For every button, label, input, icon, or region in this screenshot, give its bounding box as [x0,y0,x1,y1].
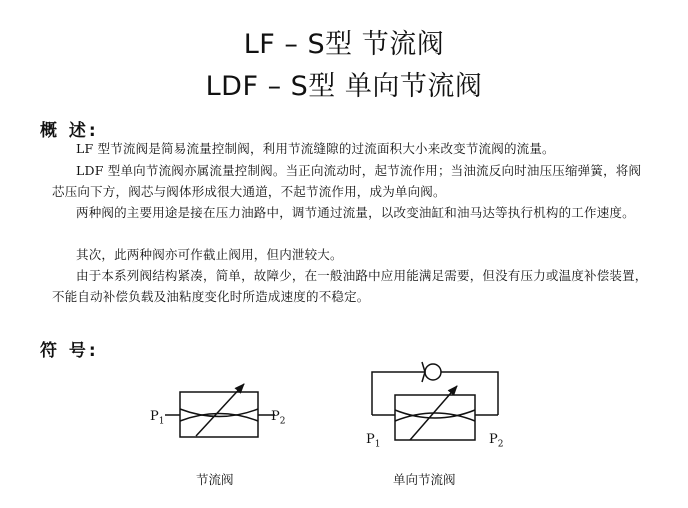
overview-heading: 概 述: [40,121,99,141]
check-throttle-valve-caption: 单向节流阀 [393,472,456,487]
throttle-valve-caption: 节流阀 [196,472,234,487]
throttle-port-p2: $P_2$ [271,409,286,427]
check-throttle-adjust-arrow [410,386,457,440]
check-throttle-valve-symbol [372,362,498,440]
throttle-valve-body [180,392,258,437]
throttle-port-p1: $P_1$ [150,409,165,427]
symbols-heading: 符 号: [40,341,99,361]
overview-paragraph-3: 两种阀的主要用途是接在压力油路中，调节通过流量，以改变油缸和油马达等执行机构的工作速度。 [76,205,635,220]
overview-paragraph-5: 由于本系列阀结构紧凑，简单，故障少，在一般油路中应用能满足需要，但没有压力或温度补偿装置，不能自动补偿负载及油粘度变化时所造成速度的不稳定。 [52,268,648,304]
throttle-valve-symbol [165,384,275,437]
title-lf-s: LF – S型 节流阀 [243,29,445,60]
title-ldf-s: LDF – S型 单向节流阀 [205,71,483,102]
overview-paragraph-2: LDF 型单向节流阀亦属流量控制阀。当正向流动时，起节流作用；当油流反向时油压压缩弹簧，将阀芯压向下方，阀芯与阀体形成很大通道，不起节流作用，成为单向阀。 [52,163,642,199]
overview-paragraph-1: LF 型节流阀是简易流量控制阀，利用节流缝隙的过流面积大小来改变节流阀的流量。 [76,141,555,156]
check-throttle-port-p2: $P_2$ [489,432,504,450]
check-throttle-port-p1: $P_1$ [366,432,381,450]
check-valve-ball [425,364,441,380]
overview-paragraph-4: 其次，此两种阀亦可作截止阀用，但内泄较大。 [76,247,343,262]
